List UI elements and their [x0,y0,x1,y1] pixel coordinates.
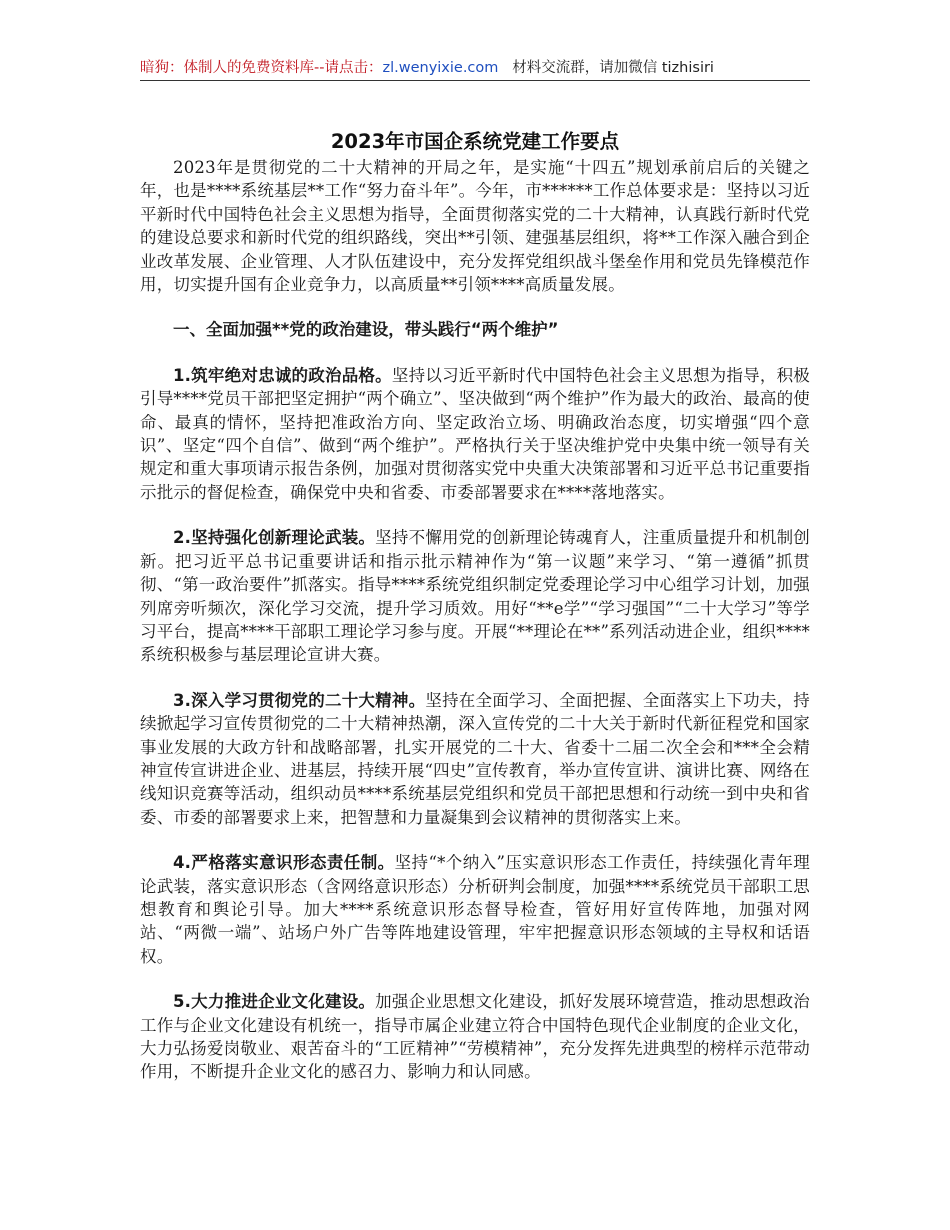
header-brand: 暗狗：体制人的免费资料库 [140,60,314,76]
header-divider [140,80,810,81]
item-paragraph [140,990,810,1084]
item-lead: 1.筑牢绝对忠诚的政治品格。 [173,365,392,385]
header-contact: 材料交流群，请加微信 tizhisiri [512,60,714,76]
item-paragraph [140,526,810,666]
item-paragraph [140,851,810,968]
item-body: 加强企业思想文化建设，抓好发展环境营造，推动思想政治工作与企业文化建设有机统一，指导市属企业建立符合中国特色现代企业制度的企业文化，大力弘扬爱岗敬业、艰苦奋斗的“工匠精神”“劳模精神”，充分发挥先进典型的榜样示范带动作用，不断提升企业文化的感召力、影响力和认同感。 [140,992,810,1082]
item-body: 坚持在全面学习、全面把握、全面落实上下功夫，持续掀起学习宣传贯彻党的二十大精神热潮，深入宣传党的二十大关于新时代新征程党和国家事业发展的大政方针和战略部署，扎实开展党的二十大、省委十二届二次全会和***全会精神宣传宣讲进企业、进基层，持续开展“四史”宣传教育，举办宣传宣讲、演讲比赛、网络在线知识竞赛等活动，组织动员****系统基层党组织和党员干部把思想和行动统一到中央和省委、市委的部署要求上来，把智慧和力量凝集到会议精神的贯彻落实上来。 [140,690,811,827]
item-body: 坚持以习近平新时代中国特色社会主义思想为指导，积极引导****党员干部把坚定拥护“两个确立”、坚决做到“两个维护”作为最大的政治、最高的使命、最真的情怀，坚持把准政治方向、坚定政治立场、明确政治态度，切实增强“四个意识”、坚定“四个自信”、做到“两个维护”。严格执行关于坚决维护党中央集中统一领导有关规定和重大事项请示报告条例，加强对贯彻落实党中央重大决策部署和习近平总书记重要指示批示的督促检查，确保党中央和省委、市委部署要求在****落地落实。 [140,365,810,502]
intro-paragraph: 2023年是贯彻党的二十大精神的开局之年，是实施“十四五”规划承前启后的关键之年，也是****系统基层**工作“努力奋斗年”。今年，市******工作总体要求是：坚持以习近平新时代中国特色社会主义思想为指导，全面贯彻落实党的二十大精神，认真践行新时代党的建设总要求和新时代党的组织路线，突出**引领、建强基层组织，将**工作深入融合到企业改革发展、企业管理、人才队伍建设中，充分发挥党组织战斗堡垒作用和党员先锋模范作用，切实提升国有企业竞争力，以高质量**引领****高质量发展。 [140,158,810,295]
item-paragraph [140,364,810,504]
item-lead: 4.严格落实意识形态责任制。 [173,853,395,873]
item-lead: 3.深入学习贯彻党的二十大精神。 [173,690,426,710]
document-body [140,156,810,1084]
header-prompt: --请点击： [314,60,383,76]
header-link[interactable]: zl.wenyixie.com [382,60,499,76]
item-paragraph [140,689,810,829]
page-header [140,56,810,80]
item-lead: 2.坚持强化创新理论武装。 [173,528,376,548]
item-body: 坚持“*个纳入”压实意识形态工作责任，持续强化青年理论武装，落实意识形态（含网络意识形态）分析研判会制度，加强****系统党员干部职工思想教育和舆论引导。加大****系统意识形态督导检查，管好用好宣传阵地，加强对网站、“两微一端”、站场户外广告等阵地建设管理，牢牢把握意识形态领域的主导权和话语权。 [140,853,810,966]
item-lead: 5.大力推进企业文化建设。 [173,992,376,1012]
item-body: 坚持不懈用党的创新理论铸魂育人，注重质量提升和机制创新。把习近平总书记重要讲话和指示批示精神作为“第一议题”来学习、“第一遵循”抓贯彻、“第一政治要件”抓落实。指导****系统党组织制定党委理论学习中心组学习计划，加强列席旁听频次，深化学习交流，提升学习质效。用好“**e学”“学习强国”“二十大学习”等学习平台，提高****干部职工理论学习参与度。开展“**理论在**”系列活动进企业，组织****系统积极参与基层理论宣讲大赛。 [140,528,810,665]
section-heading: 一、全面加强**党的政治建设，带头践行“两个维护” [173,320,559,340]
page-title: 2023年市国企系统党建工作要点 [330,130,620,154]
